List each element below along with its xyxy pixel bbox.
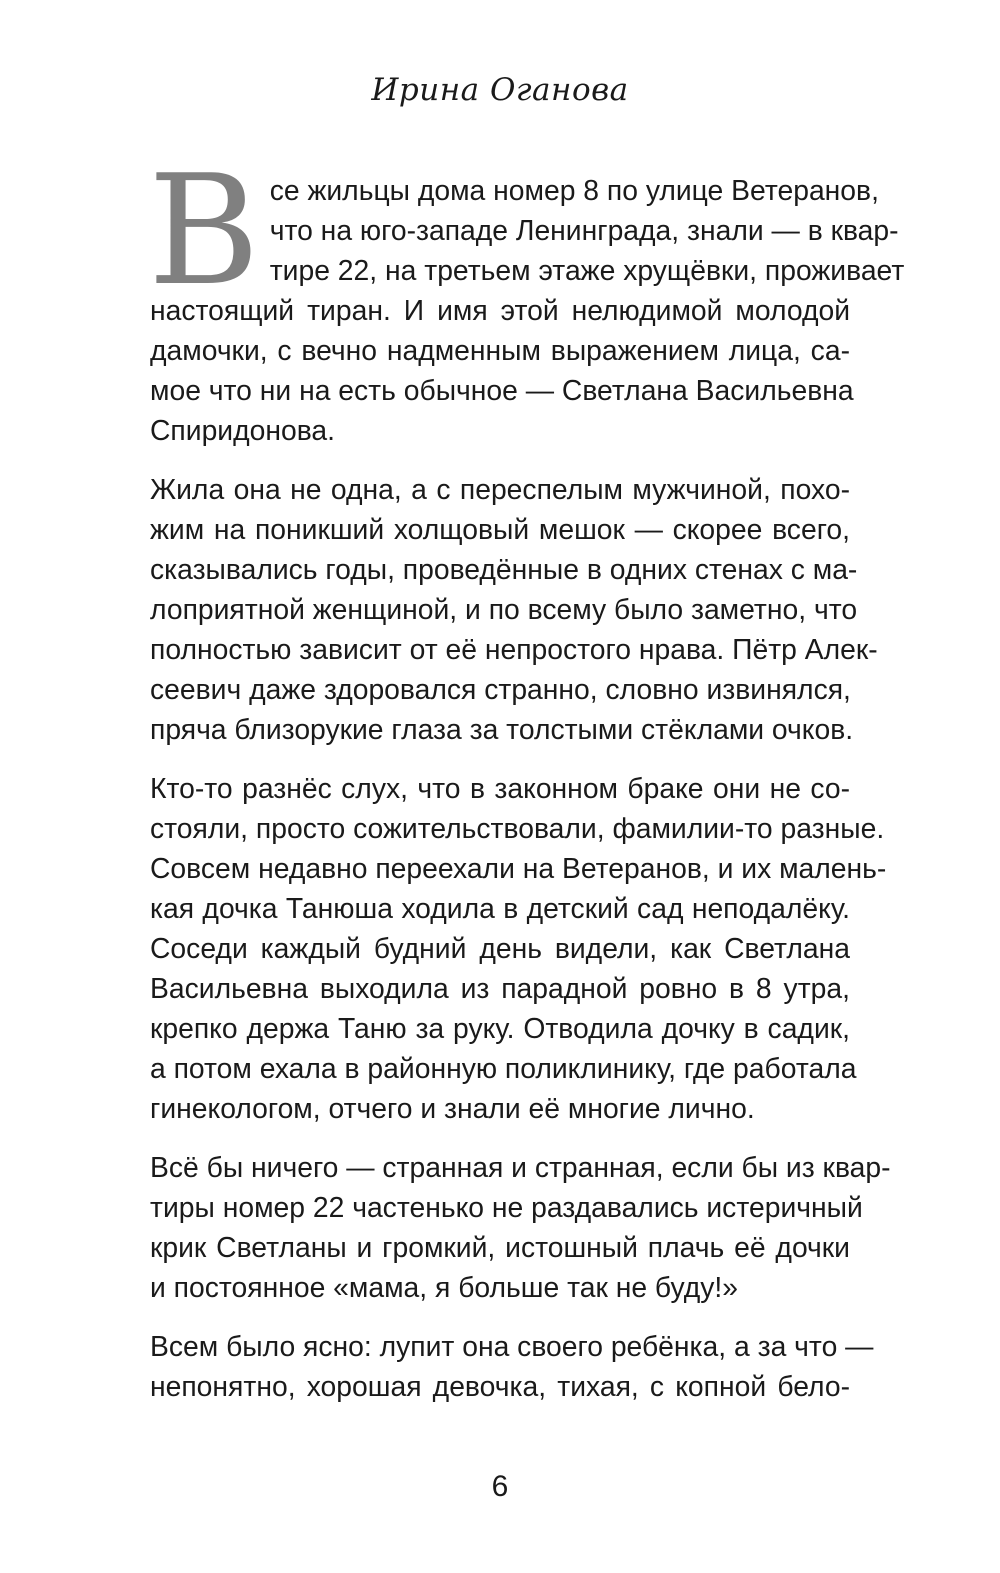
paragraph [150,469,878,749]
text-line: Совсем недавно переехали на Ветеранов, и их малень- [150,852,887,884]
paragraph [148,142,905,450]
text-line: Жила она не одна, а с переспелым мужчиной, похо- [150,473,850,505]
text-line: сказывались годы, проведённые в одних стенах с ма- [150,553,858,585]
text-line: Соседи каждый будний день видели, как Светлана [150,932,850,964]
text-line: крепко держа Таню за руку. Отводила дочку в садик, [150,1012,850,1044]
text-line: непонятно, хорошая девочка, тихая, с копной бело- [150,1370,850,1402]
text-line: сеевич даже здоровался странно, словно извинялся, [150,673,851,705]
running-header-author: Ирина Оганова [371,72,629,108]
text-line: тиры номер 22 частенько не раздавались истеричный [150,1191,863,1223]
paragraph [150,768,887,1128]
text-line: тире 22, на третьем этаже хрущёвки, проживает [269,254,905,286]
text-line: дамочки, с вечно надменным выражением лица, са- [150,334,850,366]
text-line: Всё бы ничего — странная и странная, если бы из квар- [150,1151,891,1183]
body-text [148,142,905,1425]
text-line: се жильцы дома номер 8 по улице Ветеранов, [269,174,879,206]
paragraph [150,1147,891,1307]
text-line: Васильевна выходила из парадной ровно в 8 утра, [150,972,850,1004]
text-line: кая дочка Танюша ходила в детский сад неподалёку. [150,892,850,924]
text-line: мое что ни на есть обычное — Светлана Васильевна [150,374,854,406]
text-line: Спиридонова. [150,414,336,446]
text-line: и постоянное «мама, я больше так не буду!» [150,1271,738,1303]
text-line: что на юго-западе Ленинграда, знали — в квар- [269,214,899,246]
page-number: 6 [491,1470,509,1503]
paragraph [150,1326,874,1406]
text-line: полностью зависит от её непростого нрава. Пётр Алек- [150,633,878,665]
text-line: настоящий тиран. И имя этой нелюдимой молодой [150,294,850,326]
text-line: гинекологом, отчего и знали её многие лично. [150,1092,755,1124]
text-line: Всем было ясно: лупит она своего ребёнка, а за что — [150,1330,874,1362]
text-line: пряча близорукие глаза за толстыми стёклами очков. [150,713,854,745]
text-line: лоприятной женщиной, и по всему было заметно, что [150,593,858,625]
text-line: крик Светланы и громкий, истошный плачь её дочки [150,1231,850,1263]
drop-cap: В [148,142,260,319]
text-line: жим на поникший холщовый мешок — скорее всего, [150,513,850,545]
text-line: стояли, просто сожительствовали, фамилии-то разные. [150,812,885,844]
text-line: а потом ехала в районную поликлинику, где работала [150,1052,857,1084]
text-line: Кто-то разнёс слух, что в законном браке они не со- [150,772,850,804]
